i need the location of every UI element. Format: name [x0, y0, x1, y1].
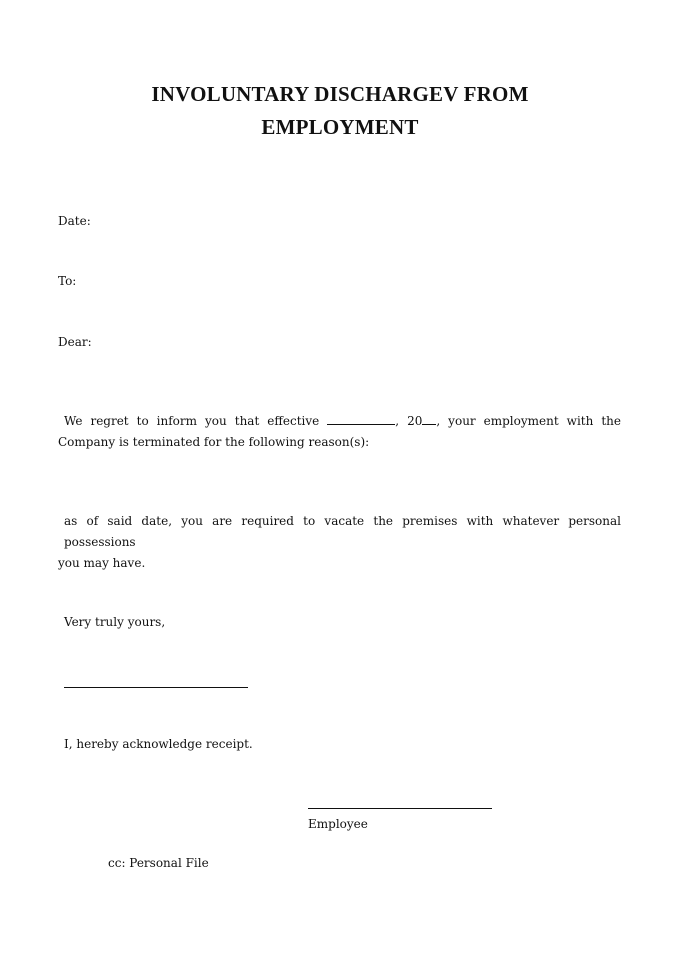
effective-date-blank[interactable] [327, 411, 395, 425]
termination-comma: , [395, 414, 400, 428]
sender-signature-line [64, 687, 248, 688]
vacate-line-1: as of said date, you are required to vacate the premises with whatever personal possessions [64, 514, 621, 549]
dear-field: Dear: [58, 335, 92, 349]
cc-personal-file: cc: Personal File [108, 856, 209, 870]
title-line-2: EMPLOYMENT [261, 115, 419, 139]
termination-line-1 [58, 411, 621, 432]
employee-label: Employee [308, 817, 368, 831]
termination-paragraph [58, 411, 621, 453]
termination-line-2: Company is terminated for the following reason(s): [58, 435, 370, 449]
termination-text-start: We regret to inform you that effective [64, 414, 320, 428]
employee-signature-line [308, 808, 492, 809]
termination-year: 20 [407, 414, 423, 428]
document-title [0, 78, 680, 144]
vacate-paragraph [58, 511, 621, 574]
year-blank[interactable] [422, 411, 436, 425]
vacate-line-2: you may have. [58, 556, 146, 570]
to-field: To: [58, 274, 77, 288]
acknowledge-text: I, hereby acknowledge receipt. [64, 737, 253, 751]
date-field: Date: [58, 214, 91, 228]
closing-text: Very truly yours, [64, 615, 166, 629]
title-line-1: INVOLUNTARY DISCHARGEV FROM [151, 82, 529, 106]
termination-text-end: , your employment with the [436, 414, 621, 428]
